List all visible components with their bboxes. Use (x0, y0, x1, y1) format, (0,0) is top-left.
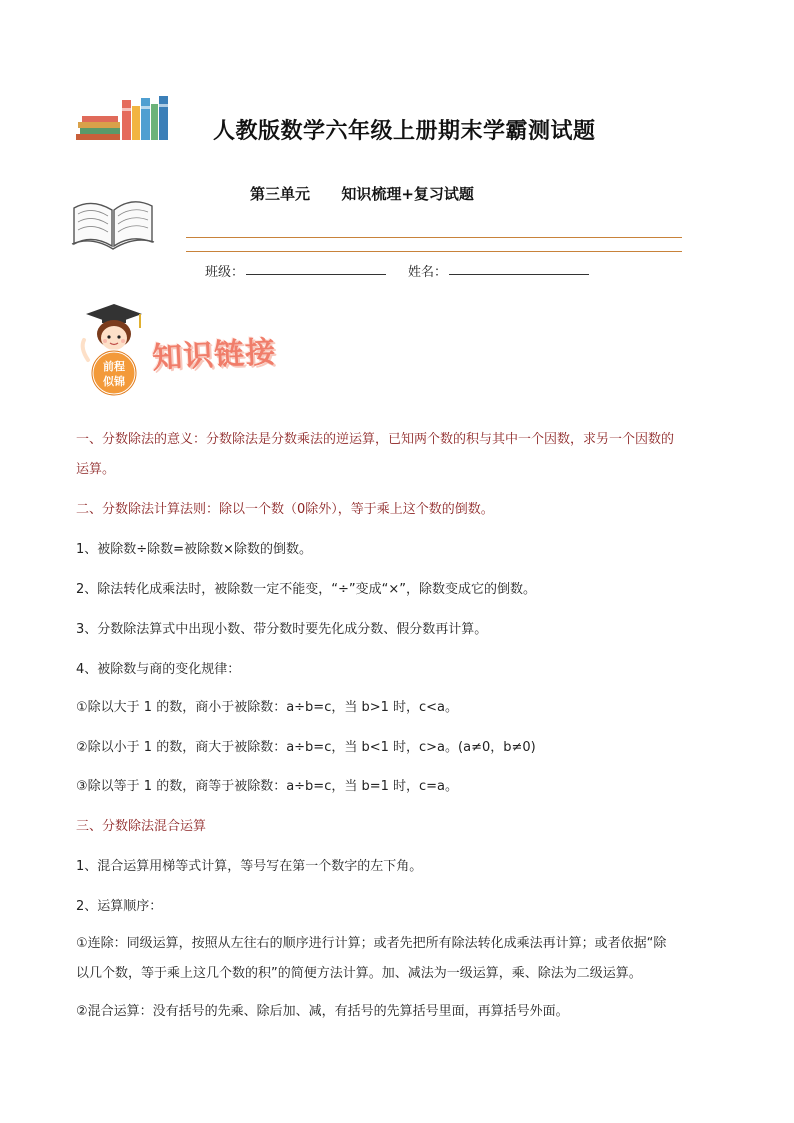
class-label: 班级： (205, 265, 245, 280)
content-line: 1、被除数÷除数=被除数×除数的倒数。 (76, 542, 312, 557)
content-line: 3、分数除法算式中出现小数、带分数时要先化成分数、假分数再计算。 (76, 622, 488, 637)
badge-line1: 前程 (103, 360, 125, 373)
content-line: 二、分数除法计算法则：除以一个数（0除外），等于乘上这个数的倒数。 (76, 502, 494, 517)
content-line: ②除以小于 1 的数，商大于被除数：a÷b=c，当 b<1 时，c>a。(a≠0，b≠0) (76, 740, 536, 755)
knowledge-link-banner: 知识链接 (151, 334, 278, 377)
student-mascot-badge (74, 300, 154, 398)
content-line: ③除以等于 1 的数，商等于被除数：a÷b=c，当 b=1 时，c=a。 (76, 779, 459, 794)
divider-line-top (186, 237, 682, 238)
content-line: 运算。 (76, 462, 116, 477)
class-input-line[interactable] (246, 274, 386, 275)
subtitle-topic: 知识梳理+复习试题 (341, 185, 474, 203)
content-line: 4、被除数与商的变化规律： (76, 662, 241, 677)
badge-line2: 似锦 (103, 375, 125, 388)
page-title: 人教版数学六年级上册期末学霸测试题 (213, 118, 596, 144)
content-line: 以几个数，等于乘上这几个数的积”的简便方法计算。加、减法为一级运算，乘、除法为二级运算。 (76, 966, 642, 981)
content-line: 一、分数除法的意义：分数除法是分数乘法的逆运算，已知两个数的积与其中一个因数，求另一个因数的 (76, 432, 675, 447)
content-line: ①连除：同级运算，按照从左往右的顺序进行计算；或者先把所有除法转化成乘法再计算；或者依据“除 (76, 936, 667, 951)
content-line: 1、混合运算用梯等式计算，等号写在第一个数字的左下角。 (76, 859, 423, 874)
name-input-line[interactable] (449, 274, 589, 275)
content-line: ①除以大于 1 的数，商小于被除数：a÷b=c，当 b>1 时，c<a。 (76, 700, 459, 715)
content-line: 2、运算顺序： (76, 899, 163, 914)
subtitle (250, 183, 474, 204)
open-book-icon (70, 194, 156, 250)
divider-line-bottom (186, 251, 682, 252)
content-line: 三、分数除法混合运算 (76, 819, 207, 834)
subtitle-unit: 第三单元 (250, 185, 311, 203)
name-label: 姓名： (408, 265, 448, 280)
books-illustration (76, 94, 176, 142)
content-line: 2、除法转化成乘法时，被除数一定不能变，“÷”变成“×”，除数变成它的倒数。 (76, 582, 536, 597)
content-line: ②混合运算：没有括号的先乘、除后加、减，有括号的先算括号里面，再算括号外面。 (76, 1004, 569, 1019)
